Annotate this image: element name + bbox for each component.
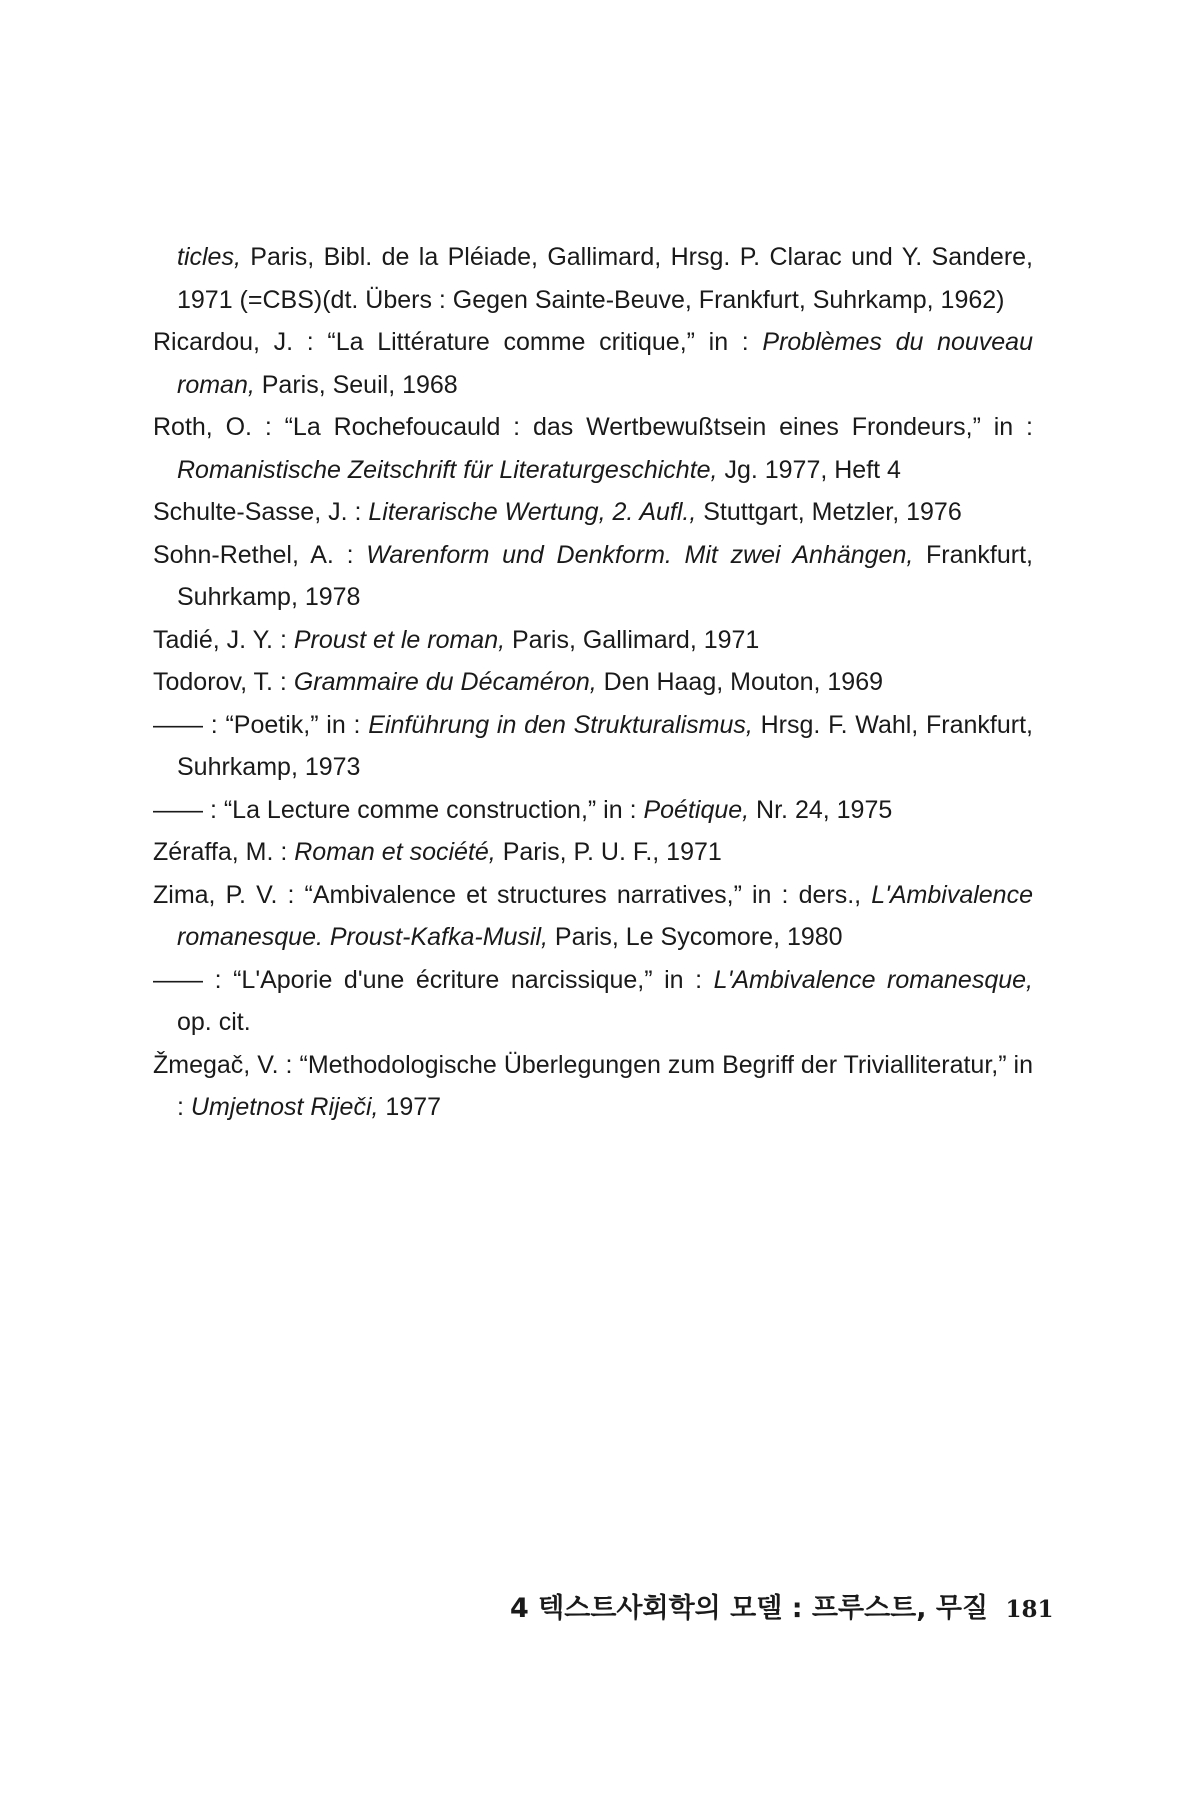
entry-title: Roman et société, [294,838,496,866]
bibliography-entry [153,236,1033,321]
bibliography-entry [153,619,1033,662]
entry-title: L'Ambivalence romanesque. Proust-Kafka-Musil, [177,880,1033,951]
bibliography-entry [153,874,1033,959]
bibliography-entry [153,789,1033,832]
entry-title: Problèmes du nouveau roman, [177,328,1033,399]
entry-text: Zima, P. V. : “Ambivalence et structures narratives,” in : ders., [153,880,872,909]
entry-text: Paris, Gallimard, 1971 [505,625,760,654]
entry-title: Literarische Wertung, 2. Aufl., [368,498,697,526]
entry-text: Paris, Seuil, 1968 [254,370,458,399]
entry-text: Hrsg. F. Wahl, Frankfurt, Suhrkamp, 1973 [177,710,1033,781]
bibliography-entry [153,321,1033,406]
entry-text: Jg. 1977, Heft 4 [717,455,901,484]
entry-title: Einführung in den Strukturalismus, [368,710,753,739]
bibliography-entry [153,704,1033,789]
entry-title: Romanistische Zeitschrift für Literaturgeschichte, [177,455,718,484]
bibliography-entry [153,491,1033,534]
bibliography-entry [153,534,1033,619]
entry-text: Paris, P. U. F., 1971 [495,838,722,866]
entry-text: Paris, Le Sycomore, 1980 [547,923,843,951]
bibliography-entry [153,661,1033,704]
entry-text: Stuttgart, Metzler, 1976 [696,498,962,526]
entry-title: Proust et le roman, [293,625,506,654]
running-chapter-title: 4 텍스트사회학의 모델 : 프루스트, 무질 [510,1593,989,1624]
entry-text: Den Haag, Mouton, 1969 [596,668,884,696]
entry-title: Poétique, [643,795,750,824]
entry-text: Tadié, J. Y. : [153,625,294,654]
bibliography-entry [153,831,1033,874]
entry-text: Frankfurt, Suhrkamp, 1978 [177,540,1034,611]
bibliography-list [153,236,1033,1129]
entry-text: —— : “La Lecture comme construction,” in : [153,795,644,824]
entry-title: Umjetnost Riječi, [190,1093,379,1121]
entry-text: op. cit. [177,1008,251,1036]
entry-text: Sohn-Rethel, A. : [153,540,367,569]
entry-text: Roth, O. : “La Rochefoucauld : das Wertbewußtsein eines Frondeurs,” in : [153,413,1033,441]
bibliography-entry [153,959,1033,1044]
entry-title: ticles, [177,243,241,271]
entry-text: 1977 [378,1093,442,1121]
entry-text: Schulte-Sasse, J. : [153,498,369,526]
entry-text: Zéraffa, M. : [153,838,295,866]
entry-text: Žmegač, V. : “Methodologische Überlegungen zum Begriff der Trivialliteratur,” in : [153,1050,1033,1121]
entry-text: —— : “Poetik,” in : [153,710,369,739]
page-footer [510,1586,1054,1625]
entry-text: Nr. 24, 1975 [749,795,893,824]
entry-text: —— : “L'Aporie d'une écriture narcissique,” in : [153,965,714,994]
entry-text: Paris, Bibl. de la Pléiade, Gallimard, Hrsg. P. Clarac und Y. Sandere, 1971 (=CBS)(dt. Übers : Gegen Sainte-Beuve, Frankfurt, Suhrkamp, 1962) [177,243,1033,314]
entry-text: Todorov, T. : [153,668,294,696]
page-number: 181 [1005,1596,1054,1623]
entry-title: Warenform und Denkform. Mit zwei Anhängen, [366,540,914,569]
bibliography-entry [153,406,1033,491]
entry-text: Ricardou, J. : “La Littérature comme critique,” in : [153,328,763,356]
entry-title: L'Ambivalence romanesque, [713,965,1033,994]
bibliography-entry [153,1044,1033,1129]
entry-title: Grammaire du Décaméron, [293,668,597,696]
